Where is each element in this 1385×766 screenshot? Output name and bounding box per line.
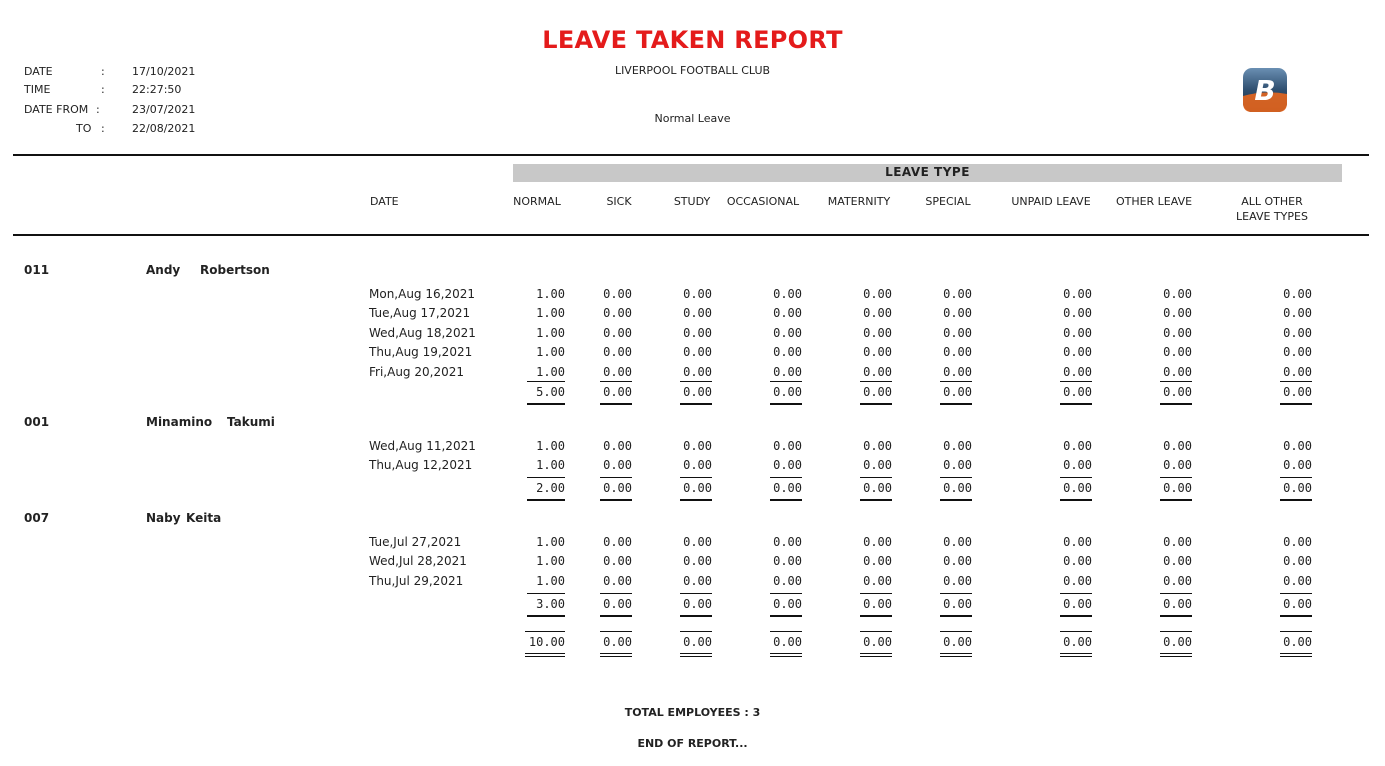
- table-cell: 0.00: [773, 306, 802, 320]
- table-row-date: Fri,Aug 20,2021: [369, 365, 464, 379]
- subtotal-cell: 2.00: [536, 481, 565, 495]
- grand-total-overline: [600, 631, 632, 632]
- subtotal-overline: [1160, 477, 1192, 478]
- table-cell: 1.00: [536, 574, 565, 588]
- column-header-normal: NORMAL: [513, 195, 561, 208]
- subtotal-cell: 0.00: [1063, 481, 1092, 495]
- table-cell: 1.00: [536, 287, 565, 301]
- table-cell: 0.00: [683, 439, 712, 453]
- b-logo-icon: [1241, 66, 1289, 114]
- table-cell: 0.00: [863, 287, 892, 301]
- subtotal-overline: [860, 477, 892, 478]
- subtotal-underline: [860, 403, 892, 405]
- table-row-date: Wed,Jul 28,2021: [369, 554, 467, 568]
- table-cell: 0.00: [1163, 535, 1192, 549]
- subtotal-underline: [860, 615, 892, 617]
- grand-total-underline-1: [1060, 653, 1092, 654]
- grand-total-underline-1: [680, 653, 712, 654]
- subtotal-overline: [770, 593, 802, 594]
- table-row-date: Thu,Aug 12,2021: [369, 458, 473, 472]
- header-rule: [13, 154, 1369, 156]
- subtotal-overline: [770, 477, 802, 478]
- subtotal-underline: [680, 615, 712, 617]
- grand-total-cell: 0.00: [1283, 635, 1312, 649]
- grand-total-overline: [1160, 631, 1192, 632]
- subtotal-overline: [680, 381, 712, 382]
- table-row-date: Mon,Aug 16,2021: [369, 287, 475, 301]
- subtotal-overline: [1160, 593, 1192, 594]
- subtotal-cell: 0.00: [1283, 481, 1312, 495]
- subtotal-cell: 0.00: [863, 597, 892, 611]
- meta-from-colon: :: [96, 103, 100, 116]
- leave-filter: Normal Leave: [654, 112, 731, 125]
- table-cell: 0.00: [863, 306, 892, 320]
- table-cell: 0.00: [683, 326, 712, 340]
- grand-total-underline-2: [860, 656, 892, 657]
- table-cell: 0.00: [1283, 458, 1312, 472]
- table-cell: 0.00: [943, 439, 972, 453]
- column-header-unpaid-leave: UNPAID LEAVE: [1011, 195, 1091, 208]
- meta-to-value: 22/08/2021: [132, 122, 196, 135]
- table-row-date: Thu,Aug 19,2021: [369, 345, 473, 359]
- subtotal-overline: [1060, 477, 1092, 478]
- grand-total-overline: [525, 631, 565, 632]
- subtotal-cell: 0.00: [683, 481, 712, 495]
- employee-last-name: Robertson: [200, 263, 270, 277]
- table-cell: 0.00: [943, 554, 972, 568]
- subtotal-overline: [940, 381, 972, 382]
- subtotal-cell: 0.00: [1063, 597, 1092, 611]
- grand-total-overline: [860, 631, 892, 632]
- subtotal-overline: [1280, 477, 1312, 478]
- subtotal-underline: [770, 499, 802, 501]
- subtotal-cell: 0.00: [1163, 385, 1192, 399]
- subtotal-underline: [1280, 499, 1312, 501]
- table-cell: 0.00: [943, 574, 972, 588]
- table-cell: 0.00: [773, 458, 802, 472]
- subtotal-overline: [600, 381, 632, 382]
- subtotal-underline: [1160, 499, 1192, 501]
- subtotal-underline: [680, 403, 712, 405]
- subtotal-cell: 5.00: [536, 385, 565, 399]
- table-cell: 0.00: [683, 287, 712, 301]
- table-cell: 0.00: [683, 306, 712, 320]
- subtotal-cell: 0.00: [603, 385, 632, 399]
- subtotal-underline: [527, 499, 565, 501]
- table-row-date: Tue,Aug 17,2021: [369, 306, 471, 320]
- table-cell: 0.00: [683, 345, 712, 359]
- table-cell: 0.00: [1283, 439, 1312, 453]
- subtotal-overline: [940, 477, 972, 478]
- grand-total-underline-1: [525, 653, 565, 654]
- subtotal-cell: 0.00: [683, 597, 712, 611]
- subtotal-overline: [1160, 381, 1192, 382]
- table-cell: 0.00: [943, 326, 972, 340]
- employee-code: 001: [24, 415, 50, 429]
- table-cell: 0.00: [863, 365, 892, 379]
- meta-date-label: DATE: [24, 65, 53, 78]
- subtotal-overline: [680, 593, 712, 594]
- table-cell: 0.00: [1063, 439, 1092, 453]
- subtotal-underline: [860, 499, 892, 501]
- subtotal-underline: [1280, 403, 1312, 405]
- table-cell: 0.00: [1163, 365, 1192, 379]
- grand-total-overline: [1060, 631, 1092, 632]
- column-header-all-other-leave-types: ALL OTHER LEAVE TYPES: [1236, 195, 1308, 223]
- subtotal-overline: [1280, 381, 1312, 382]
- grand-total-cell: 0.00: [863, 635, 892, 649]
- grand-total-underline-1: [860, 653, 892, 654]
- table-cell: 1.00: [536, 554, 565, 568]
- table-cell: 0.00: [683, 365, 712, 379]
- table-row-date: Thu,Jul 29,2021: [369, 574, 464, 588]
- subtotal-cell: 0.00: [943, 597, 972, 611]
- table-cell: 0.00: [1283, 574, 1312, 588]
- table-cell: 0.00: [603, 439, 632, 453]
- table-cell: 0.00: [1283, 287, 1312, 301]
- table-cell: 0.00: [1283, 306, 1312, 320]
- subtotal-cell: 0.00: [1163, 481, 1192, 495]
- grand-total-overline: [680, 631, 712, 632]
- grand-total-underline-1: [1280, 653, 1312, 654]
- table-cell: 0.00: [603, 365, 632, 379]
- table-cell: 0.00: [773, 287, 802, 301]
- meta-time-colon: :: [101, 83, 105, 96]
- company-name: LIVERPOOL FOOTBALL CLUB: [614, 64, 771, 77]
- table-cell: 0.00: [603, 326, 632, 340]
- table-row-date: Tue,Jul 27,2021: [369, 535, 462, 549]
- grand-total-underline-2: [525, 656, 565, 657]
- table-cell: 0.00: [863, 458, 892, 472]
- end-of-report: END OF REPORT...: [637, 737, 748, 750]
- subtotal-underline: [770, 403, 802, 405]
- employee-code: 011: [24, 263, 50, 277]
- table-cell: 0.00: [943, 365, 972, 379]
- meta-from-label: DATE FROM: [24, 103, 89, 116]
- subtotal-underline: [600, 499, 632, 501]
- column-header-maternity: MATERNITY: [827, 195, 891, 208]
- table-cell: 0.00: [773, 554, 802, 568]
- subtotal-underline: [940, 615, 972, 617]
- table-cell: 0.00: [603, 574, 632, 588]
- table-cell: 0.00: [943, 287, 972, 301]
- table-cell: 0.00: [863, 535, 892, 549]
- table-cell: 0.00: [1163, 326, 1192, 340]
- subtotal-cell: 0.00: [1063, 385, 1092, 399]
- subtotal-cell: 0.00: [773, 597, 802, 611]
- table-cell: 0.00: [683, 458, 712, 472]
- subtotal-overline: [940, 593, 972, 594]
- subtotal-overline: [600, 477, 632, 478]
- subtotal-underline: [600, 615, 632, 617]
- table-cell: 1.00: [536, 365, 565, 379]
- subtotal-underline: [1280, 615, 1312, 617]
- subtotal-underline: [527, 615, 565, 617]
- report-title: LEAVE TAKEN REPORT: [542, 26, 843, 54]
- subtotal-overline: [860, 381, 892, 382]
- grand-total-underline-2: [600, 656, 632, 657]
- table-cell: 0.00: [1283, 554, 1312, 568]
- subtotal-overline: [527, 593, 565, 594]
- table-cell: 0.00: [603, 306, 632, 320]
- column-header-sick: SICK: [606, 195, 632, 208]
- subtotal-overline: [527, 477, 565, 478]
- grand-total-underline-2: [1280, 656, 1312, 657]
- subtotal-overline: [860, 593, 892, 594]
- table-cell: 1.00: [536, 439, 565, 453]
- grand-total-cell: 0.00: [1163, 635, 1192, 649]
- subtotal-underline: [1160, 403, 1192, 405]
- meta-date-colon: :: [101, 65, 105, 78]
- meta-time-value: 22:27:50: [132, 83, 182, 96]
- table-cell: 1.00: [536, 458, 565, 472]
- grand-total-underline-2: [680, 656, 712, 657]
- column-header-study: STUDY: [673, 195, 711, 208]
- subtotal-overline: [680, 477, 712, 478]
- table-cell: 0.00: [1063, 326, 1092, 340]
- subtotal-underline: [600, 403, 632, 405]
- table-cell: 0.00: [943, 345, 972, 359]
- meta-time-label: TIME: [24, 83, 51, 96]
- subtotal-underline: [1060, 499, 1092, 501]
- table-cell: 0.00: [773, 365, 802, 379]
- table-cell: 0.00: [1283, 365, 1312, 379]
- table-cell: 0.00: [773, 574, 802, 588]
- table-cell: 0.00: [1063, 345, 1092, 359]
- grand-total-cell: 0.00: [603, 635, 632, 649]
- subtotal-underline: [1060, 615, 1092, 617]
- subtotal-underline: [770, 615, 802, 617]
- table-cell: 0.00: [1283, 326, 1312, 340]
- meta-to-label: TO: [76, 122, 92, 135]
- grand-total-underline-1: [1160, 653, 1192, 654]
- table-cell: 0.00: [1163, 439, 1192, 453]
- table-cell: 0.00: [1163, 306, 1192, 320]
- subtotal-cell: 0.00: [1283, 385, 1312, 399]
- grand-total-overline: [770, 631, 802, 632]
- employee-last-name: Keita: [186, 511, 222, 525]
- subtotal-cell: 0.00: [683, 385, 712, 399]
- subtotal-underline: [527, 403, 565, 405]
- table-cell: 0.00: [1063, 365, 1092, 379]
- subtotal-overline: [600, 593, 632, 594]
- table-cell: 1.00: [536, 326, 565, 340]
- table-cell: 0.00: [1063, 574, 1092, 588]
- table-cell: 0.00: [1163, 345, 1192, 359]
- column-header-occasional: OCCASIONAL: [726, 195, 800, 208]
- table-cell: 0.00: [603, 535, 632, 549]
- table-cell: 0.00: [683, 554, 712, 568]
- subtotal-overline: [1280, 593, 1312, 594]
- table-cell: 0.00: [1283, 535, 1312, 549]
- grand-total-cell: 0.00: [1063, 635, 1092, 649]
- table-cell: 0.00: [683, 574, 712, 588]
- table-cell: 1.00: [536, 535, 565, 549]
- table-row-date: Wed,Aug 18,2021: [369, 326, 476, 340]
- meta-to-colon: :: [101, 122, 105, 135]
- table-cell: 0.00: [1163, 574, 1192, 588]
- table-cell: 0.00: [1063, 554, 1092, 568]
- subtotal-cell: 0.00: [943, 385, 972, 399]
- table-cell: 0.00: [773, 326, 802, 340]
- table-cell: 0.00: [863, 345, 892, 359]
- grand-total-underline-1: [940, 653, 972, 654]
- grand-total-cell: 0.00: [683, 635, 712, 649]
- subtotal-cell: 0.00: [603, 597, 632, 611]
- table-cell: 0.00: [603, 345, 632, 359]
- grand-total-underline-2: [940, 656, 972, 657]
- table-cell: 0.00: [603, 287, 632, 301]
- table-cell: 0.00: [1163, 554, 1192, 568]
- grand-total-cell: 10.00: [528, 635, 565, 649]
- subtotal-cell: 0.00: [773, 385, 802, 399]
- meta-from-value: 23/07/2021: [132, 103, 196, 116]
- table-cell: 0.00: [863, 326, 892, 340]
- column-header-special: SPECIAL: [925, 195, 971, 208]
- table-cell: 0.00: [1063, 535, 1092, 549]
- table-row-date: Wed,Aug 11,2021: [369, 439, 476, 453]
- subtotal-overline: [1060, 593, 1092, 594]
- subtotal-overline: [1060, 381, 1092, 382]
- subtotal-underline: [940, 499, 972, 501]
- table-cell: 0.00: [603, 458, 632, 472]
- table-cell: 0.00: [863, 574, 892, 588]
- subtotal-cell: 0.00: [603, 481, 632, 495]
- table-cell: 0.00: [773, 535, 802, 549]
- table-cell: 0.00: [1063, 458, 1092, 472]
- subtotal-underline: [1160, 615, 1192, 617]
- grand-total-underline-2: [1060, 656, 1092, 657]
- total-employees: TOTAL EMPLOYEES : 3: [624, 706, 761, 719]
- subtotal-cell: 0.00: [1283, 597, 1312, 611]
- subtotal-cell: 3.00: [536, 597, 565, 611]
- table-cell: 0.00: [773, 345, 802, 359]
- grand-total-underline-1: [770, 653, 802, 654]
- table-cell: 0.00: [943, 535, 972, 549]
- table-cell: 0.00: [1283, 345, 1312, 359]
- employee-first-name: Minamino: [146, 415, 213, 429]
- table-cell: 0.00: [863, 439, 892, 453]
- subtotal-cell: 0.00: [863, 481, 892, 495]
- column-header-other-leave: OTHER LEAVE: [1115, 195, 1193, 208]
- table-cell: 0.00: [1163, 287, 1192, 301]
- table-cell: 1.00: [536, 345, 565, 359]
- employee-first-name: Andy: [146, 263, 181, 277]
- table-cell: 0.00: [603, 554, 632, 568]
- table-cell: 1.00: [536, 306, 565, 320]
- employee-first-name: Naby: [146, 511, 181, 525]
- column-header-rule: [13, 234, 1369, 236]
- table-cell: 0.00: [683, 535, 712, 549]
- grand-total-cell: 0.00: [943, 635, 972, 649]
- employee-code: 007: [24, 511, 50, 525]
- subtotal-cell: 0.00: [943, 481, 972, 495]
- subtotal-underline: [1060, 403, 1092, 405]
- grand-total-cell: 0.00: [773, 635, 802, 649]
- table-cell: 0.00: [943, 306, 972, 320]
- table-cell: 0.00: [773, 439, 802, 453]
- subtotal-underline: [680, 499, 712, 501]
- subtotal-overline: [770, 381, 802, 382]
- grand-total-underline-2: [1160, 656, 1192, 657]
- grand-total-overline: [940, 631, 972, 632]
- subtotal-cell: 0.00: [1163, 597, 1192, 611]
- date-column-header: DATE: [370, 195, 399, 208]
- subtotal-underline: [940, 403, 972, 405]
- grand-total-underline-1: [600, 653, 632, 654]
- subtotal-cell: 0.00: [863, 385, 892, 399]
- table-cell: 0.00: [1063, 306, 1092, 320]
- table-cell: 0.00: [1163, 458, 1192, 472]
- meta-date-value: 17/10/2021: [132, 65, 196, 78]
- svg-text:B: B: [1254, 74, 1276, 107]
- subtotal-cell: 0.00: [773, 481, 802, 495]
- employee-last-name: Takumi: [227, 415, 275, 429]
- grand-total-underline-2: [770, 656, 802, 657]
- table-cell: 0.00: [863, 554, 892, 568]
- table-cell: 0.00: [943, 458, 972, 472]
- table-cell: 0.00: [1063, 287, 1092, 301]
- subtotal-overline: [527, 381, 565, 382]
- leave-type-label: LEAVE TYPE: [885, 165, 970, 179]
- grand-total-overline: [1280, 631, 1312, 632]
